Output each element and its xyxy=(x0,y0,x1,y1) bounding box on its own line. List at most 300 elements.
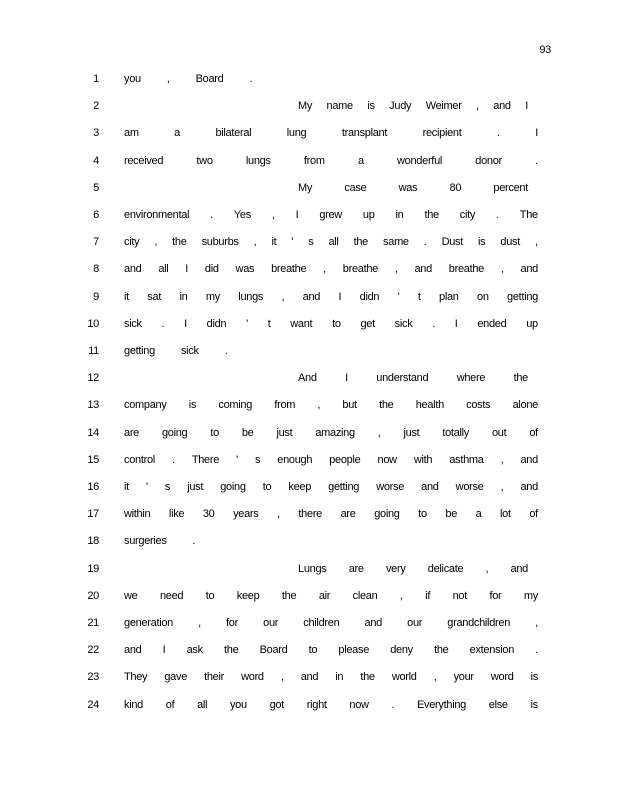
line-word: is xyxy=(188,399,197,412)
line-word: Dust xyxy=(441,236,463,249)
line-word: enough xyxy=(277,453,313,466)
line-word: keep xyxy=(236,589,260,602)
line-word: just xyxy=(276,426,293,439)
line-text xyxy=(298,99,528,113)
line-word: getting xyxy=(328,481,360,493)
line-word: costs xyxy=(466,399,491,412)
line-word: the xyxy=(513,372,528,385)
line-word: I xyxy=(162,644,166,657)
line-word: delicate xyxy=(427,562,464,575)
line-word: , xyxy=(485,562,489,575)
line-word: all xyxy=(197,698,208,711)
line-word: the xyxy=(224,644,239,657)
line-word: is xyxy=(478,236,486,249)
line-number: 22 xyxy=(87,644,99,657)
line-word: in xyxy=(179,290,188,303)
line-word: , xyxy=(500,453,504,466)
transcript-line xyxy=(0,126,618,140)
page-number: 93 xyxy=(539,44,551,56)
line-word: wonderful xyxy=(397,154,443,167)
line-word: a xyxy=(357,154,364,167)
line-word: and xyxy=(302,290,321,303)
line-word: our xyxy=(407,617,423,629)
line-word: the xyxy=(172,236,187,249)
line-word: my xyxy=(523,589,538,602)
transcript-line xyxy=(0,344,618,358)
line-word: your xyxy=(453,671,474,684)
line-text xyxy=(124,72,538,86)
line-word: city xyxy=(124,236,140,249)
line-word: was xyxy=(398,181,418,194)
line-word: of xyxy=(529,508,538,521)
line-word: ask xyxy=(186,644,203,657)
line-word: keep xyxy=(288,481,312,493)
line-word: , xyxy=(253,236,257,249)
line-word: ' xyxy=(291,236,294,249)
line-word: , xyxy=(500,263,504,276)
line-word: didn xyxy=(359,290,380,303)
line-word: to xyxy=(210,426,219,439)
line-text xyxy=(124,480,538,494)
line-word: kind xyxy=(124,698,143,711)
line-word: very xyxy=(385,562,406,575)
line-word: and xyxy=(493,100,511,113)
line-word: . xyxy=(171,453,175,466)
line-word: surgeries xyxy=(124,535,167,548)
line-word: sat xyxy=(147,290,162,303)
line-word: Judy xyxy=(389,100,412,113)
line-word: of xyxy=(529,426,538,439)
transcript-line xyxy=(0,507,618,521)
line-word: , xyxy=(476,100,479,113)
line-word: received xyxy=(124,154,164,167)
line-word: . xyxy=(391,698,395,711)
line-word: of xyxy=(165,698,175,711)
line-word: name xyxy=(326,100,353,113)
line-word: you xyxy=(124,73,141,85)
transcript-line xyxy=(0,453,618,467)
line-word: a xyxy=(174,127,180,140)
line-word: 30 xyxy=(202,508,215,521)
line-word: where xyxy=(456,372,486,385)
line-word: case xyxy=(344,181,367,194)
line-word: breathe xyxy=(342,263,378,276)
line-word: ended xyxy=(477,317,507,330)
line-word: a xyxy=(475,508,482,521)
line-word: generation xyxy=(124,617,173,629)
line-word: bilateral xyxy=(215,127,252,140)
line-word: , xyxy=(535,617,538,629)
line-word: like xyxy=(168,508,185,521)
line-number: 8 xyxy=(93,263,99,276)
line-word: , xyxy=(277,508,280,521)
line-word: health xyxy=(415,399,444,412)
line-word: and xyxy=(520,481,538,493)
transcript-line xyxy=(0,317,618,331)
line-word: , xyxy=(323,263,326,276)
line-word: two xyxy=(196,154,213,167)
line-word: I xyxy=(535,127,538,140)
line-word: , xyxy=(535,236,538,249)
line-word: now xyxy=(377,453,397,466)
line-word: extension xyxy=(469,644,515,657)
line-word: and xyxy=(421,481,439,493)
line-word: there xyxy=(298,508,322,521)
line-word: on xyxy=(477,290,489,303)
line-word: now xyxy=(349,698,369,711)
line-word: alone xyxy=(512,399,538,412)
line-word: Everything xyxy=(417,698,466,711)
line-number: 12 xyxy=(87,372,99,385)
line-word: understand xyxy=(376,372,429,385)
line-word: There xyxy=(191,453,220,466)
line-word: percent xyxy=(493,181,528,194)
line-word: and xyxy=(414,263,432,276)
line-word: , xyxy=(154,236,158,249)
line-word: the xyxy=(360,671,375,684)
line-text xyxy=(124,426,538,440)
line-word: , xyxy=(198,617,201,629)
line-word: Yes xyxy=(233,209,251,221)
line-number: 21 xyxy=(87,617,99,629)
line-number: 19 xyxy=(87,562,99,575)
transcript-line xyxy=(0,698,618,712)
line-word: to xyxy=(205,589,215,602)
line-word: , xyxy=(317,399,321,412)
line-word: asthma xyxy=(449,453,484,466)
line-number: 16 xyxy=(87,481,99,493)
line-word: worse xyxy=(376,481,405,493)
line-word: and xyxy=(300,671,319,684)
line-number: 2 xyxy=(93,100,99,113)
line-word: are xyxy=(348,562,364,575)
line-word: ' xyxy=(246,317,248,330)
line-word: it xyxy=(124,290,129,303)
line-text xyxy=(124,643,538,657)
line-word: , xyxy=(399,589,403,602)
transcript-line xyxy=(0,616,618,630)
line-word: if xyxy=(425,589,431,602)
line-word: ' xyxy=(146,481,148,493)
line-word: did xyxy=(204,263,219,276)
line-word: and xyxy=(510,562,528,575)
line-word: is xyxy=(530,698,538,711)
line-word: the xyxy=(424,209,439,221)
line-word: Board xyxy=(259,644,288,657)
line-text xyxy=(124,262,538,276)
line-word: The xyxy=(519,209,538,221)
line-word: word xyxy=(241,671,264,684)
line-text xyxy=(124,344,538,358)
line-number: 5 xyxy=(93,181,99,194)
line-number: 9 xyxy=(93,290,99,303)
line-word: worse xyxy=(455,481,484,493)
line-word: lungs xyxy=(245,154,271,167)
line-word: . xyxy=(535,154,538,167)
line-word: are xyxy=(124,426,139,439)
line-word: . xyxy=(161,317,165,330)
line-word: getting xyxy=(507,290,538,303)
line-word: , xyxy=(377,426,381,439)
line-word: lung xyxy=(286,127,307,140)
line-text xyxy=(124,126,538,140)
line-word: , xyxy=(280,671,284,684)
line-number: 7 xyxy=(93,236,99,249)
line-word: grandchildren xyxy=(447,617,511,629)
transcript-line xyxy=(0,262,618,276)
line-word: lungs xyxy=(238,290,264,303)
line-number: 11 xyxy=(88,345,99,357)
line-word: within xyxy=(124,508,151,521)
line-word: in xyxy=(335,671,344,684)
line-word: it xyxy=(271,236,277,249)
transcript-line xyxy=(0,371,618,385)
transcript-line xyxy=(0,290,618,304)
line-word: world xyxy=(391,671,417,684)
line-word: Weimer xyxy=(425,100,462,113)
line-word: totally xyxy=(442,426,469,439)
line-word: from xyxy=(274,399,296,412)
line-word: going xyxy=(374,508,400,521)
line-word: to xyxy=(418,508,427,521)
line-word: are xyxy=(340,508,356,521)
line-text xyxy=(298,371,528,385)
line-number: 4 xyxy=(93,154,99,167)
line-word: s xyxy=(308,236,314,249)
transcript-line xyxy=(0,480,618,494)
line-word: from xyxy=(303,154,325,167)
line-text xyxy=(124,453,538,467)
line-word: , xyxy=(394,263,398,276)
line-word: to xyxy=(332,317,341,330)
line-word: ' xyxy=(236,453,238,466)
transcript-line xyxy=(0,643,618,657)
transcript-line xyxy=(0,426,618,440)
line-word: coming xyxy=(218,399,253,412)
line-word: My xyxy=(298,100,313,113)
transcript-line xyxy=(0,208,618,222)
line-word: . xyxy=(496,209,499,221)
line-word: s xyxy=(255,453,261,466)
line-word: clean xyxy=(352,589,378,602)
line-word: and xyxy=(520,453,538,466)
line-word: My xyxy=(298,181,313,194)
line-word: and xyxy=(520,263,538,276)
transcript-line xyxy=(0,534,618,548)
transcript-line xyxy=(0,562,618,576)
line-word: lot xyxy=(500,508,511,521)
line-word: transplant xyxy=(341,127,388,140)
line-word: you xyxy=(229,698,247,711)
line-number: 20 xyxy=(87,589,99,602)
line-word: and xyxy=(124,263,142,276)
line-word: . xyxy=(496,127,500,140)
line-word: people xyxy=(329,453,361,466)
line-word: city xyxy=(459,209,476,221)
line-word: our xyxy=(263,617,279,629)
line-text xyxy=(124,534,538,548)
line-word: up xyxy=(526,317,538,330)
line-word: , xyxy=(281,290,285,303)
line-number: 13 xyxy=(87,399,99,412)
line-word: want xyxy=(290,317,313,330)
line-number: 6 xyxy=(93,209,99,221)
line-number: 15 xyxy=(87,453,99,466)
line-text xyxy=(298,181,528,195)
line-word: children xyxy=(303,617,340,629)
line-word: is xyxy=(367,100,375,113)
transcript-line xyxy=(0,589,618,603)
line-word: plan xyxy=(439,290,459,303)
line-word: dust xyxy=(500,236,521,249)
line-word: need xyxy=(159,589,184,602)
line-word: didn xyxy=(206,317,227,330)
line-word: , xyxy=(271,209,275,221)
line-word: I xyxy=(295,209,299,221)
line-word: . xyxy=(535,644,538,657)
line-word: , xyxy=(166,73,170,85)
line-word: their xyxy=(204,671,225,684)
line-word: , xyxy=(500,481,504,493)
transcript-line xyxy=(0,72,618,86)
transcript-line xyxy=(0,99,618,113)
line-word: all xyxy=(158,263,169,276)
line-word: breathe xyxy=(271,263,307,276)
line-word: am xyxy=(124,127,139,140)
line-word: all xyxy=(328,236,339,249)
line-word: my xyxy=(205,290,220,303)
line-word: suburbs xyxy=(201,236,239,249)
line-word: was xyxy=(235,263,255,276)
line-word: And xyxy=(298,372,317,385)
line-word: to xyxy=(308,644,318,657)
line-word: I xyxy=(338,290,342,303)
line-text xyxy=(124,698,538,712)
line-word: right xyxy=(306,698,327,711)
line-word: for xyxy=(489,589,502,602)
line-text xyxy=(124,154,538,168)
line-word: with xyxy=(413,453,433,466)
line-text xyxy=(124,398,538,412)
line-word: . xyxy=(423,236,427,249)
transcript-line xyxy=(0,154,618,168)
transcript-line xyxy=(0,235,618,249)
line-word: the xyxy=(434,644,449,657)
line-word: getting xyxy=(124,345,155,357)
line-word: . xyxy=(432,317,435,330)
line-word: gave xyxy=(164,671,188,684)
line-word: Board xyxy=(195,73,224,85)
line-word: it xyxy=(124,481,129,493)
line-word: I xyxy=(185,263,189,276)
line-word: t xyxy=(417,290,421,303)
line-word: is xyxy=(530,671,538,684)
line-number: 14 xyxy=(87,426,99,439)
line-number: 3 xyxy=(93,127,99,140)
line-word: t xyxy=(267,317,271,330)
transcript-line xyxy=(0,181,618,195)
line-word: up xyxy=(362,209,375,221)
line-word: donor xyxy=(475,154,502,167)
line-word: the xyxy=(281,589,297,602)
line-word: same xyxy=(383,236,409,249)
line-word: just xyxy=(403,426,420,439)
line-word: sick xyxy=(394,317,413,330)
line-number: 23 xyxy=(87,671,99,684)
line-word: I xyxy=(454,317,458,330)
line-word: going xyxy=(161,426,188,439)
line-word: They xyxy=(124,671,148,684)
line-text xyxy=(124,208,538,222)
line-number: 17 xyxy=(87,508,99,521)
line-text xyxy=(124,290,538,304)
line-word: just xyxy=(187,481,204,493)
line-word: I xyxy=(345,372,348,385)
line-number: 24 xyxy=(87,698,99,711)
line-word: I xyxy=(525,100,528,113)
line-text xyxy=(124,589,538,603)
line-word: out xyxy=(491,426,507,439)
line-word: going xyxy=(220,481,246,493)
line-text xyxy=(124,317,538,331)
line-word: the xyxy=(353,236,369,249)
line-word: Lungs xyxy=(298,562,327,575)
line-word: please xyxy=(338,644,370,657)
line-word: else xyxy=(488,698,508,711)
line-word: we xyxy=(124,589,138,602)
line-word: air xyxy=(318,589,331,602)
line-number: 18 xyxy=(87,535,99,548)
line-word: get xyxy=(360,317,375,330)
line-word: . xyxy=(249,73,253,85)
line-word: I xyxy=(184,317,187,330)
line-word: years xyxy=(233,508,259,521)
line-word: , xyxy=(433,671,437,684)
line-number: 1 xyxy=(93,73,99,85)
line-word: to xyxy=(262,481,272,493)
line-word: control xyxy=(124,453,155,466)
line-word: be xyxy=(445,508,458,521)
line-word: the xyxy=(379,399,394,412)
line-word: and xyxy=(364,617,382,629)
line-word: sick xyxy=(180,345,199,357)
transcript-line xyxy=(0,398,618,412)
line-word: amazing xyxy=(315,426,355,439)
line-text xyxy=(124,616,538,630)
line-word: s xyxy=(164,481,171,493)
line-word: environmental xyxy=(124,209,190,221)
line-word: be xyxy=(241,426,254,439)
line-word: . xyxy=(210,209,213,221)
line-word: 80 xyxy=(449,181,462,194)
line-word: got xyxy=(269,698,284,711)
line-word: not xyxy=(452,589,467,602)
line-word: grew xyxy=(319,209,342,221)
line-word: deny xyxy=(390,644,413,657)
line-word: . xyxy=(192,535,196,548)
line-text xyxy=(124,670,538,684)
line-word: . xyxy=(224,345,228,357)
line-word: but xyxy=(342,399,357,412)
line-word: company xyxy=(124,399,167,412)
line-word: ' xyxy=(397,290,400,303)
line-word: breathe xyxy=(448,263,485,276)
transcript-line xyxy=(0,670,618,684)
line-word: and xyxy=(124,644,142,657)
line-word: word xyxy=(490,671,514,684)
line-word: sick xyxy=(124,317,142,330)
line-text xyxy=(124,235,538,249)
